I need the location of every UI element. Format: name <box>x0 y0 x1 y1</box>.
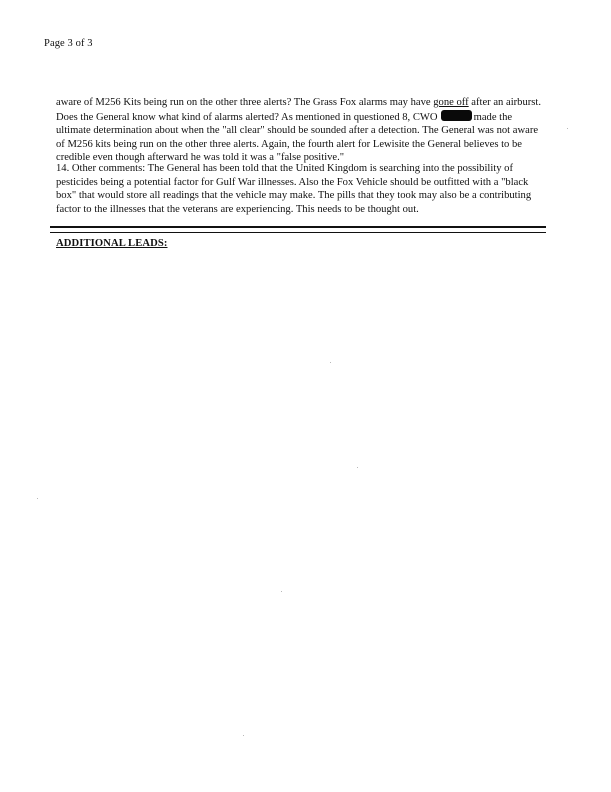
text-line: pesticides being a potential factor for Gulf War illnesses. Also the Fox Vehicle should be outfitted with a "black <box>56 176 529 188</box>
scan-speck <box>243 735 244 736</box>
page-indicator: Page 3 of 3 <box>44 38 93 49</box>
text-segment: aware of M256 Kits being run on the other three alerts? The Grass Fox alarms may have <box>56 97 434 108</box>
underlined-text: gone off <box>433 97 469 108</box>
text-line: 14. Other comments: The General has been told that the United Kingdom is searching into the possibility of <box>56 163 514 174</box>
scan-speck <box>357 467 358 468</box>
scan-speck <box>37 498 38 499</box>
text-segment: made the <box>473 111 513 123</box>
section-divider-thick <box>50 226 546 228</box>
other-comments-paragraph <box>56 162 556 216</box>
redaction-block <box>441 110 472 121</box>
text-line: of M256 kits being run on the other three alerts. Again, the fourth alert for Lewisite the General believes to be <box>56 138 522 150</box>
scan-speck <box>567 128 568 129</box>
answer-paragraph-alerts <box>56 96 556 165</box>
scan-speck <box>281 591 282 592</box>
text-line: box" that would store all readings that the vehicle may make. The pills that they took may also be a contributing <box>56 190 532 202</box>
additional-leads-heading: ADDITIONAL LEADS: <box>56 238 168 249</box>
text-line <box>56 96 556 110</box>
scan-speck <box>330 362 331 363</box>
text-line: factor to the illnesses that the veterans are experiencing. This needs to be thought out. <box>56 203 419 215</box>
text-line: ultimate determination about when the "all clear" should be sounded after a detection. The General was not aware <box>56 125 539 137</box>
text-line: credible even though afterward he was told it was a "false positive." <box>56 152 345 164</box>
section-divider-thin <box>50 232 546 233</box>
text-segment: Does the General know what kind of alarms alerted? As mentioned in questioned 8, CWO <box>56 111 438 123</box>
text-line <box>56 110 556 125</box>
text-segment: after an airburst. <box>468 97 542 108</box>
